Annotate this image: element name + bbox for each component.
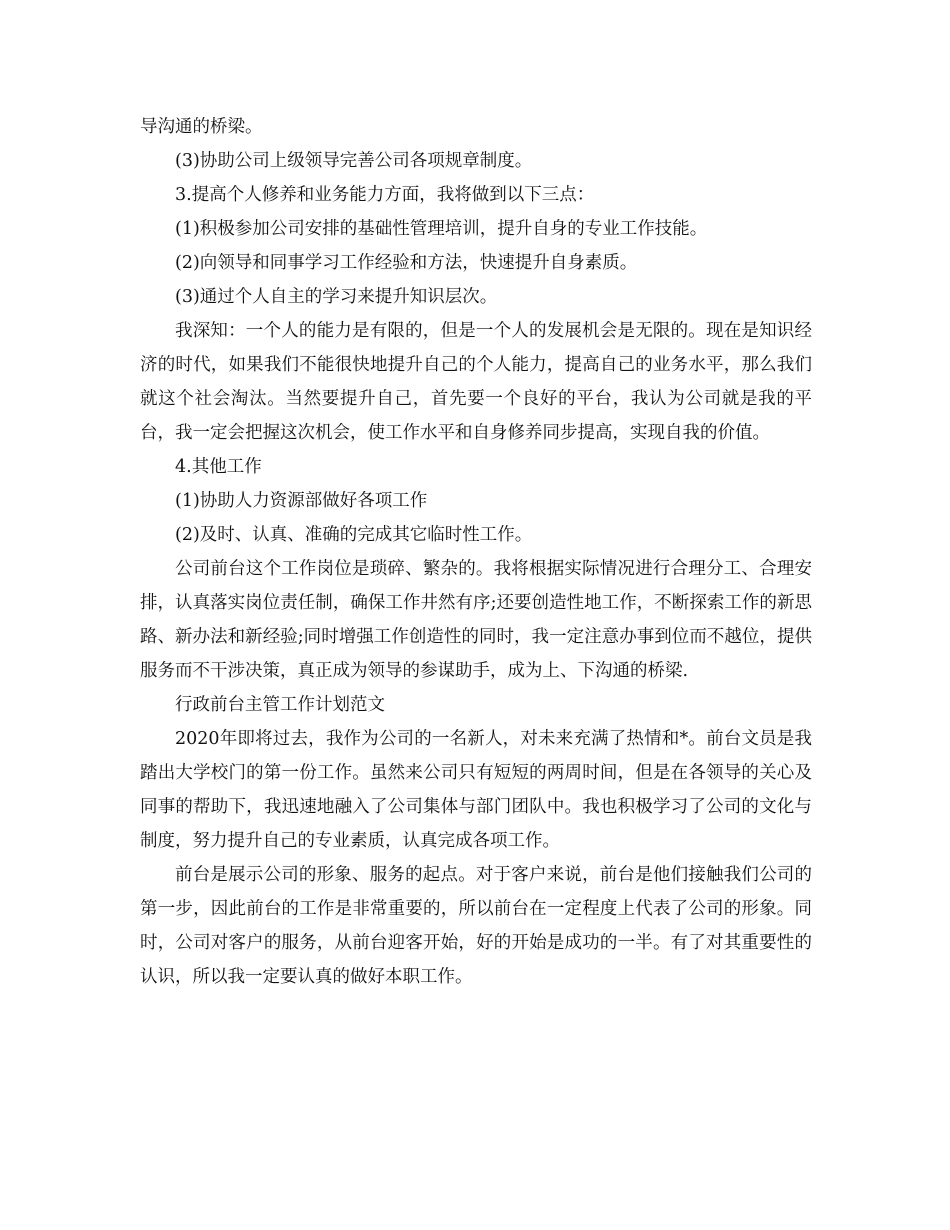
paragraph-continuation: 导沟通的桥梁。 (140, 117, 263, 137)
section-heading-3: 3.提高个人修养和业务能力方面，我将做到以下三点： (175, 185, 595, 205)
paragraph-new-employee: 2020年即将过去，我作为公司的一名新人，对未来充满了热情和*。前台文员是我踏出大学校门的第一份工作。虽然来公司只有短短的两周时间，但是在各领导的关心及同事的帮助下，我迅速地融入了公司集体与部门团队中。我也积极学习了公司的文化与制度，努力提升自己的专业素质，认真完成各项工作。 (140, 729, 812, 851)
list-item-2-learning: (2)向领导和同事学习工作经验和方法，快速提升自身素质。 (175, 253, 638, 273)
section-heading-4: 4.其他工作 (175, 457, 262, 477)
paragraph-front-desk-role: 公司前台这个工作岗位是琐碎、繁杂的。我将根据实际情况进行合理分工、合理安排，认真落实岗位责任制，确保工作井然有序;还要创造性地工作，不断探索工作的新思路、新办法和新经验;同时增强工作创造性的同时，我一定注意办事到位而不越位，提供服务而不干涉决策，真正成为领导的参谋助手，成为上、下沟通的桥梁. (140, 559, 812, 681)
list-item-3-rules: (3)协助公司上级领导完善公司各项规章制度。 (175, 151, 533, 171)
article-title: 行政前台主管工作计划范文 (175, 695, 385, 715)
list-item-1-training: (1)积极参加公司安排的基础性管理培训，提升自身的专业工作技能。 (175, 219, 708, 239)
list-item-3-self-study: (3)通过个人自主的学习来提升知识层次。 (175, 287, 498, 307)
list-item-1-hr: (1)协助人力资源部做好各项工作 (175, 491, 428, 511)
paragraph-front-desk-image: 前台是展示公司的形象、服务的起点。对于客户来说，前台是他们接触我们公司的第一步，因此前台的工作是非常重要的，所以前台在一定程度上代表了公司的形象。同时，公司对客户的服务，从前台迎客开始，好的开始是成功的一半。有了对其重要性的认识，所以我一定要认真的做好本职工作。 (140, 865, 812, 987)
paragraph-ability: 我深知：一个人的能力是有限的，但是一个人的发展机会是无限的。现在是知识经济的时代，如果我们不能很快地提升自己的个人能力，提高自己的业务水平，那么我们就这个社会淘汰。当然要提升自己，首先要一个良好的平台，我认为公司就是我的平台，我一定会把握这次机会，使工作水平和自身修养同步提高，实现自我的价值。 (140, 321, 812, 443)
list-item-2-temporary: (2)及时、认真、准确的完成其它临时性工作。 (175, 525, 533, 545)
document-body (140, 110, 812, 994)
